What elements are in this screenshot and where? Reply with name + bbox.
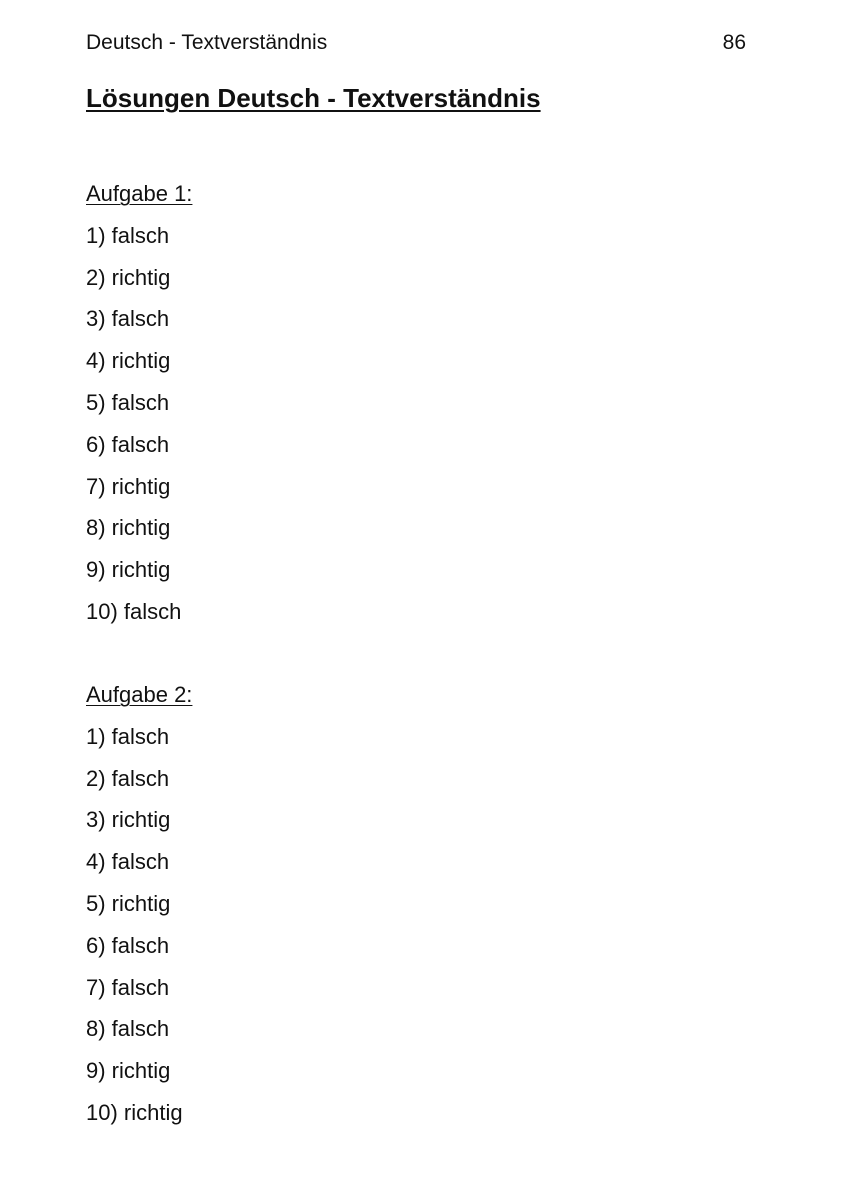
answer-item: 3) falsch	[86, 306, 170, 332]
answer-item: 9) richtig	[86, 1058, 171, 1084]
section-heading: Aufgabe 1:	[86, 181, 193, 206]
page-title: Lösungen Deutsch - Textverständnis	[86, 83, 541, 113]
answer-item: 7) falsch	[86, 974, 170, 1000]
answer-item: 4) richtig	[86, 348, 171, 374]
answer-list	[86, 218, 686, 636]
header-title: Deutsch - Textverständnis	[86, 31, 328, 54]
section-aufgabe-2	[86, 677, 686, 1137]
answer-item: 1) falsch	[86, 222, 170, 248]
answer-list	[86, 719, 686, 1137]
answer-item: 6) falsch	[86, 431, 170, 457]
page-number: 86	[722, 31, 746, 54]
answer-item: 5) falsch	[86, 389, 170, 415]
section-aufgabe-1	[86, 176, 686, 636]
answer-item: 9) richtig	[86, 557, 171, 583]
answer-item: 10) falsch	[86, 598, 182, 624]
answer-item: 6) falsch	[86, 932, 170, 958]
answer-item: 7) richtig	[86, 473, 171, 499]
answer-item: 1) falsch	[86, 723, 170, 749]
answer-item: 4) falsch	[86, 849, 170, 875]
answer-item: 8) richtig	[86, 515, 171, 541]
answer-item: 2) richtig	[86, 264, 171, 290]
answer-item: 3) richtig	[86, 807, 171, 833]
section-heading: Aufgabe 2:	[86, 682, 193, 707]
answer-item: 2) falsch	[86, 765, 170, 791]
answer-item: 8) falsch	[86, 1016, 170, 1042]
answer-item: 5) richtig	[86, 890, 171, 916]
answer-item: 10) richtig	[86, 1099, 183, 1125]
running-header	[86, 28, 746, 58]
